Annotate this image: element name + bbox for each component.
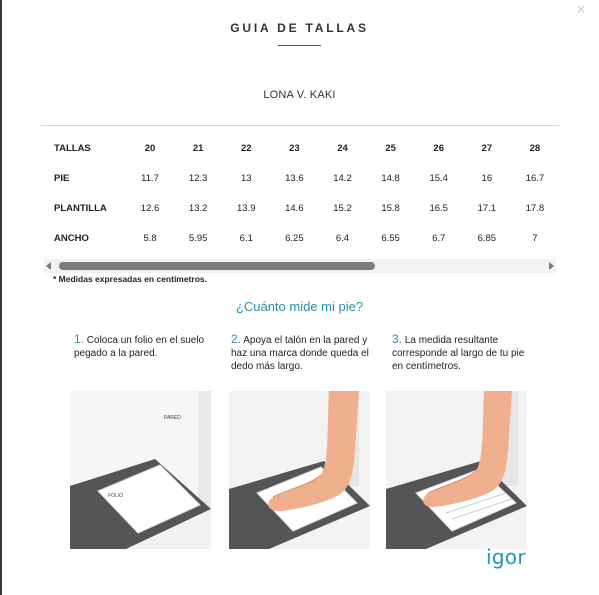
table-cell: 15.8 [381,202,400,214]
step-2-illustration [229,391,370,549]
horizontal-scrollbar[interactable] [44,259,556,273]
step-1-illustration [70,391,211,549]
igor-logo: igor [486,545,526,569]
table-cell: 5.8 [143,232,157,244]
table-row [41,193,559,223]
step-number: 2. [231,332,242,346]
step-description: Apoya el talón en la pared y haz una marca donde queda el dedo más largo. [231,335,369,372]
table-cell: 6.25 [285,232,304,244]
table-cell: 13.9 [237,202,256,214]
sheet-label: FOLIO [108,493,124,499]
table-cell: 5.95 [188,232,208,244]
step-number: 1. [74,332,85,346]
table-cell: 17.1 [477,202,497,214]
table-cell: 14.8 [381,172,400,184]
table-cell: 6.85 [477,232,497,244]
table-cell: 6.4 [335,232,350,244]
close-icon[interactable]: ✕ [575,3,587,18]
table-top-divider [41,125,559,126]
table-row [41,223,559,253]
table-cell: 7 [532,232,538,244]
table-cell: 13.6 [285,172,304,184]
table-cell: 12.3 [188,172,208,184]
table-cell: 15.4 [429,172,448,184]
table-cell: 11.7 [141,172,159,184]
step-1-text [74,333,214,360]
scroll-right-arrow-icon[interactable] [549,262,554,270]
table-cell: 13 [240,172,252,184]
table-cell: 6.1 [239,232,253,244]
size-cell: 22 [240,142,252,154]
table-cell: 16 [481,172,493,184]
row-label-tallas: TALLAS [54,142,91,154]
product-name: LONA V. KAKI [263,89,336,101]
size-cell: 26 [433,142,444,154]
table-cell: 17.8 [525,202,545,214]
how-to-measure-heading: ¿Cuánto mide mi pie? [235,299,364,314]
size-header-row [41,133,559,163]
wall-label: PARED [164,415,181,421]
table-cell: 15.2 [333,202,352,214]
row-label-plantilla: PLANTILLA [54,202,107,214]
title-underline [278,45,321,46]
size-cell: 28 [529,142,541,154]
table-cell: 16.5 [429,202,448,214]
row-label-ancho: ANCHO [54,232,89,244]
table-cell: 13.2 [188,202,208,214]
table-cell: 6.7 [432,232,446,244]
table-cell: 14.6 [285,202,304,214]
units-note: * Medidas expresadas en centímetros. [53,274,208,284]
size-table [41,133,559,253]
step-number: 3. [392,332,403,346]
size-cell: 24 [337,142,348,154]
scroll-thumb[interactable] [59,262,375,270]
size-cell: 20 [144,142,156,154]
table-cell: 14.2 [333,172,352,184]
step-2-text [231,333,371,373]
scroll-left-arrow-icon[interactable] [46,262,51,270]
table-row [41,163,559,193]
step-description: La medida resultante corresponde al largo de tu pie en centímetros. [392,335,525,372]
table-cell: 12.6 [140,202,160,214]
table-cell: 6.55 [381,232,400,244]
size-cell: 27 [481,142,493,154]
step-3-illustration [386,391,527,549]
step-description: Coloca un folio en el suelo pegado a la pared. [74,335,205,359]
row-label-pie: PIE [54,172,70,184]
table-cell: 16.7 [525,172,545,184]
size-cell: 21 [192,142,204,154]
modal-title: GUIA DE TALLAS [230,21,369,35]
size-cell: 23 [289,142,300,154]
step-3-text [392,333,532,373]
size-cell: 25 [385,142,396,154]
